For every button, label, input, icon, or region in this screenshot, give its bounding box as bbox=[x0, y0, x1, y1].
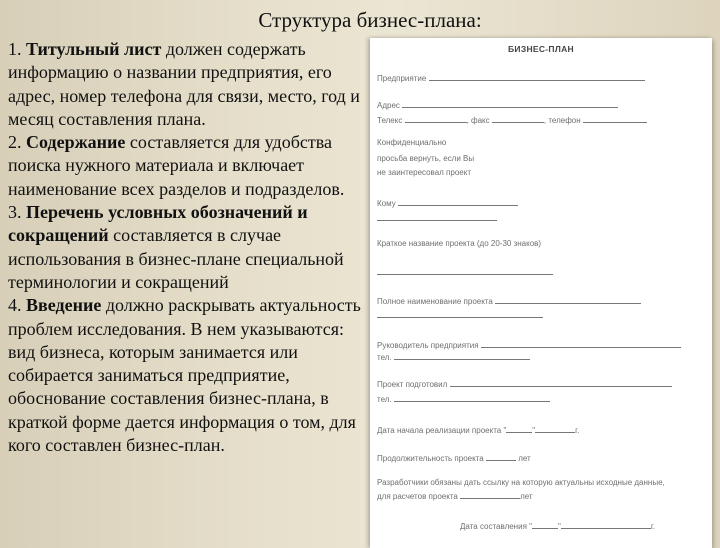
form-tel-label-2: тел. bbox=[377, 395, 392, 404]
form-full-name-label: Полное наименование проекта bbox=[377, 297, 493, 306]
form-relevance-line-1: Разработчики обязаны дать ссылку на которую актуальны исходные данные, bbox=[377, 478, 665, 487]
form-tel-label-1: тел. bbox=[377, 353, 392, 362]
form-short-name-line: Краткое название проекта (до 20-30 знаков) bbox=[377, 239, 542, 248]
form-contacts-line bbox=[377, 114, 647, 126]
item-introduction: 4. Введение должно раскрывать актуальность проблем исследования. В нем указываются: вид бизнеса, которым занимается или собирается заниматься предприятие, обоснование составления бизнес-плана, в краткой форме дается информация о том, для кого составлен бизнес-план. bbox=[8, 295, 361, 456]
form-compiled-label: Дата составления " bbox=[460, 522, 532, 531]
form-relevance-line-2 bbox=[377, 490, 533, 502]
item-abbreviations: 3. Перечень условных обозначений и сокращений составляется в случае использования в бизнес-плане специальной терминологии и сокращений bbox=[8, 202, 344, 292]
form-phone-label: , телефон bbox=[543, 116, 581, 125]
form-to-whom-line-2 bbox=[377, 212, 497, 224]
form-to-whom-label: Кому bbox=[377, 199, 396, 208]
form-address-line bbox=[377, 99, 618, 111]
form-tel-line-1 bbox=[377, 351, 530, 363]
form-enterprise-label: Предприятие bbox=[377, 74, 427, 83]
slide-title: Структура бизнес-плана: bbox=[258, 8, 482, 32]
slide-body bbox=[8, 38, 370, 457]
form-compiled-line: Дата составления " " г. bbox=[460, 522, 655, 531]
form-start-date-label: Дата начала реализации проекта " bbox=[377, 426, 507, 435]
form-telex-label: Телекс bbox=[377, 116, 403, 125]
form-prepared-label: Проект подготовил bbox=[377, 380, 448, 389]
form-head-line bbox=[377, 339, 681, 351]
form-relevance-label: для расчетов проекта bbox=[377, 492, 458, 501]
form-short-name-blank bbox=[377, 266, 553, 278]
form-full-name-line bbox=[377, 295, 641, 307]
form-start-date-line: Дата начала реализации проекта " " г. bbox=[377, 426, 580, 435]
form-relevance-suffix: лет bbox=[520, 492, 533, 501]
form-confidential-3: не заинтересовал проект bbox=[377, 168, 471, 177]
form-duration-suffix: лет bbox=[518, 454, 531, 463]
form-to-whom-line bbox=[377, 197, 518, 209]
item-title-page: 1. Титульный лист должен содержать информацию о названии предприятия, его адрес, номер телефона для связи, место, год и месяц составления плана. bbox=[8, 39, 360, 129]
form-full-name-blank bbox=[377, 309, 543, 321]
form-compiled-suffix: г. bbox=[650, 522, 655, 531]
form-prepared-line bbox=[377, 378, 672, 390]
form-duration-label: Продолжительность проекта bbox=[377, 454, 484, 463]
form-enterprise-line bbox=[377, 72, 645, 84]
business-plan-form-image bbox=[370, 38, 712, 548]
form-heading: БИЗНЕС-ПЛАН bbox=[508, 44, 574, 54]
item-contents: 2. Содержание составляется для удобства поиска нужного материала и включает наименование всех разделов и подразделов. bbox=[8, 132, 345, 199]
form-duration-line bbox=[377, 452, 531, 464]
form-head-label: Руководитель предприятия bbox=[377, 341, 479, 350]
form-confidential-1: Конфиденциально bbox=[377, 138, 447, 147]
form-fax-label: , факс bbox=[466, 116, 490, 125]
form-confidential-2: просьба вернуть, если Вы bbox=[377, 154, 475, 163]
form-start-date-suffix: г. bbox=[575, 426, 580, 435]
form-address-label: Адрес bbox=[377, 101, 400, 110]
form-tel-line-2 bbox=[377, 393, 550, 405]
